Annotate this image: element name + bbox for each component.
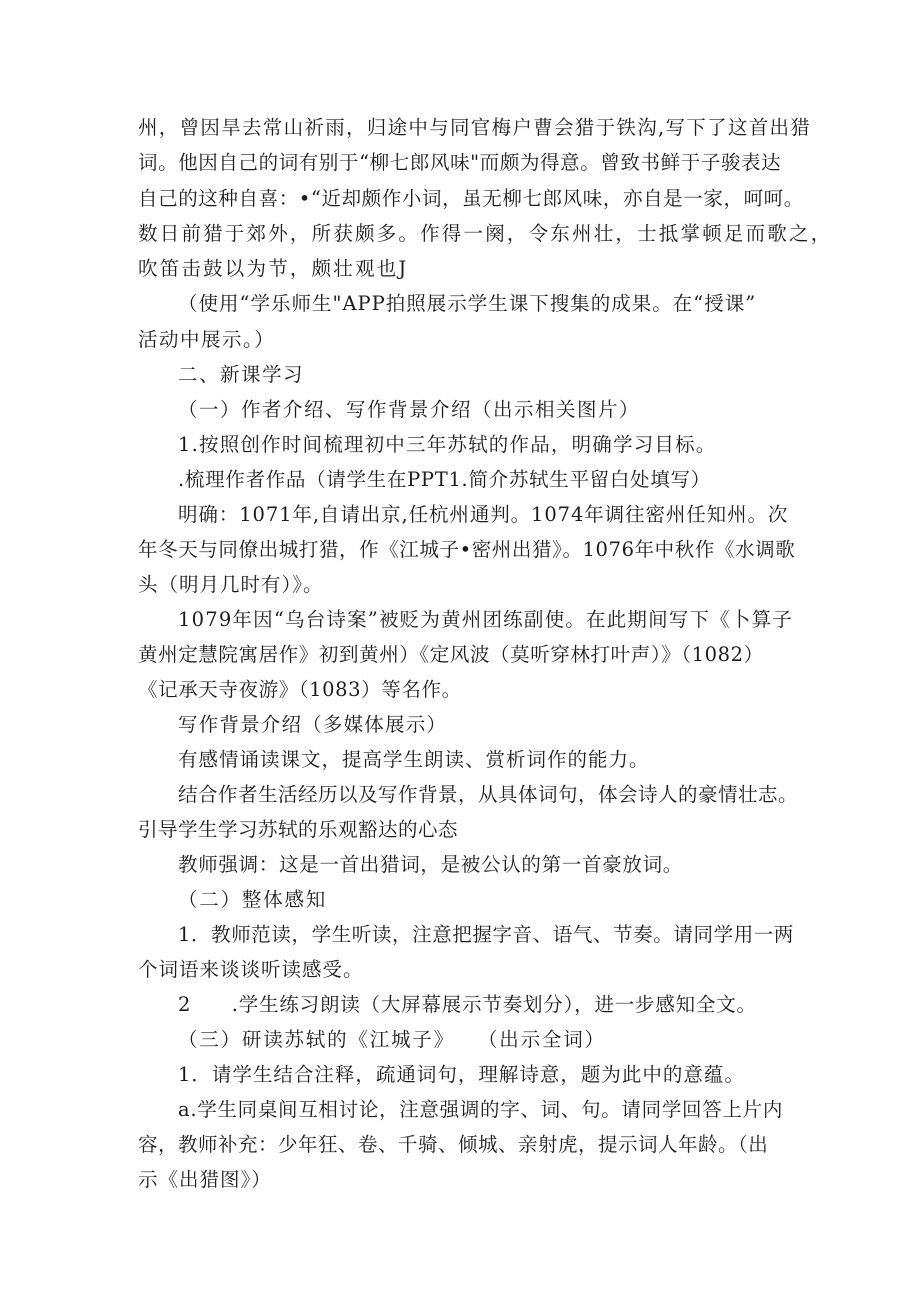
text-line: 个词语来谈谈听读感受。 <box>138 958 364 981</box>
text-line: 有感情诵读课文，提高学生朗读、赏析词作的能力。 <box>178 748 650 771</box>
subsection-heading: （二）整体感知 <box>178 888 328 911</box>
text-line: 1079年因“乌台诗案”被贬为黄州团练副使。在此期间写下《卜算子 <box>178 608 793 631</box>
text-line: 黄州定慧院寓居作》初到黄州）《定风波（莫听穿林打叶声）》（1082） <box>138 643 764 666</box>
text-line: 引导学生学习苏轼的乐观豁达的心态 <box>138 818 459 841</box>
text-line: 2 .学生练习朗读（大屏幕展示节奏划分），进一步感知全文。 <box>178 993 757 1016</box>
text-line: 1.按照创作时间梳理初中三年苏轼的作品，明确学习目标。 <box>178 433 717 456</box>
text-line: .梳理作者作品（请学生在PPT1.简介苏轼生平留白处填写） <box>178 468 711 491</box>
text-line: 自己的这种自喜：•“近却颇作小词，虽无柳七郎风味，亦自是一家，呵呵。 <box>138 187 804 210</box>
text-line: 明确：1071年,自请出京,任杭州通判。1074年调往密州任知州。次 <box>178 503 789 526</box>
section-heading: 二、新课学习 <box>178 363 305 386</box>
text-line: 教师强调：这是一首出猎词，是被公认的第一首豪放词。 <box>178 853 684 876</box>
text-line: 数日前猎于郊外，所获颇多。作得一阕，令东州壮，士抵掌顿足而歌之， <box>138 222 833 245</box>
text-line: 年冬天与同僚出城打猎，作《江城子•密州出猎》。1076年中秋作《水调歌 <box>138 538 796 561</box>
text-line: 结合作者生活经历以及写作背景，从具体词句，体会诗人的豪情壮志。 <box>178 783 799 806</box>
text-line: 1．教师范读，学生听读，注意把握字音、语气、节奏。请同学用一两 <box>178 923 795 946</box>
text-line: a.学生同桌间互相讨论，注意强调的字、词、句。请同学回答上片内 <box>178 1098 784 1121</box>
text-line: 州，曾因旱去常山祈雨，归途中与同官梅户曹会猎于铁沟,写下了这首出猎 <box>138 116 812 139</box>
text-line: 吹笛击鼓以为节，颇壮观也J <box>138 257 409 280</box>
subsection-heading: （三）研读苏轼的《江城子》 （出示全词） <box>178 1028 606 1051</box>
text-line: 写作背景介绍（多媒体展示） <box>178 713 448 736</box>
text-line: 1．请学生结合注释，疏通词句，理解诗意，题为此中的意蕴。 <box>178 1063 745 1086</box>
subsection-heading: （一）作者介绍、写作背景介绍（出示相关图片） <box>178 398 641 421</box>
text-line: 词。他因自己的词有别于“柳七郎风味"而颇为得意。曾致书鲜于子骏表达 <box>138 151 782 174</box>
text-line: 《记承天寺夜游》（1083）等名作。 <box>138 678 462 701</box>
text-line: （使用“学乐师生"APP拍照展示学生课下搜集的成果。在“授课” <box>178 292 757 315</box>
text-line: 容，教师补充：少年狂、卷、千骑、倾城、亲射虎，提示词人年龄。（出 <box>138 1133 769 1156</box>
text-line: 示《出猎图》） <box>138 1168 272 1191</box>
text-line: 头（明月几时有）》。 <box>138 573 324 596</box>
text-line: 活动中展示。） <box>138 328 276 351</box>
